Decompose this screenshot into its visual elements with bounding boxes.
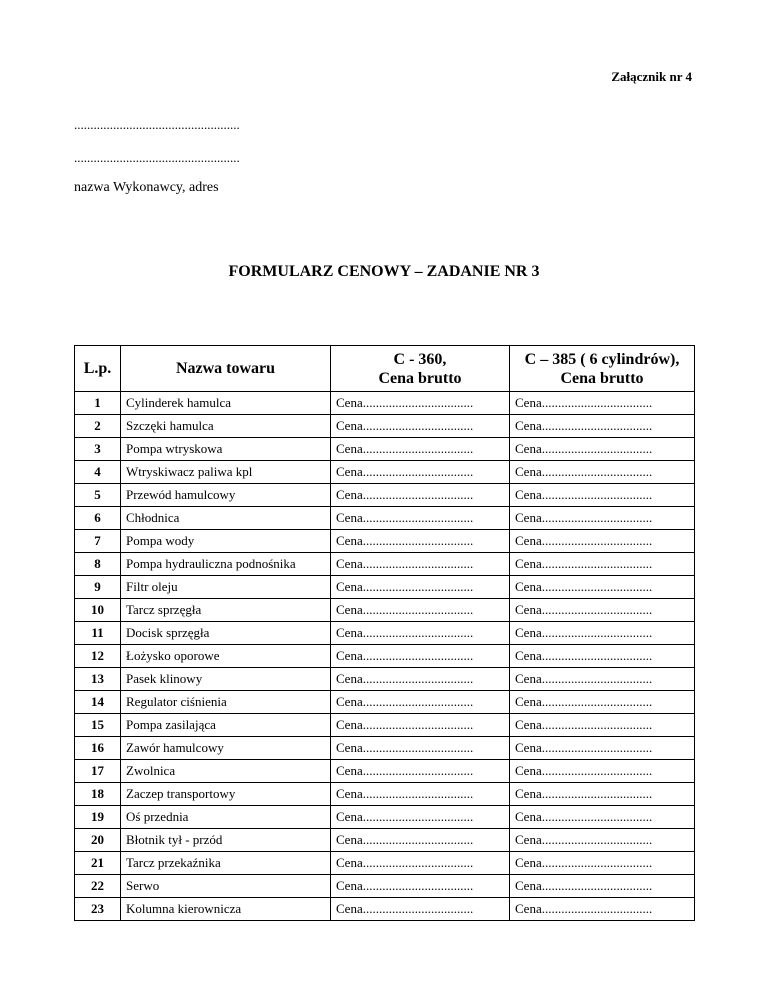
price-c385-field[interactable]: Cena.................................. [510, 737, 695, 760]
price-table [74, 345, 695, 921]
row-number: 17 [75, 760, 121, 783]
price-c385-field[interactable]: Cena.................................. [510, 461, 695, 484]
price-c385-field[interactable]: Cena.................................. [510, 714, 695, 737]
row-number: 1 [75, 392, 121, 415]
item-name: Pompa wtryskowa [121, 438, 331, 461]
price-c385-field[interactable]: Cena.................................. [510, 875, 695, 898]
price-c385-field[interactable]: Cena.................................. [510, 898, 695, 921]
row-number: 12 [75, 645, 121, 668]
item-name: Pompa hydrauliczna podnośnika [121, 553, 331, 576]
price-c360-field[interactable]: Cena.................................. [331, 507, 510, 530]
price-c360-field[interactable]: Cena.................................. [331, 829, 510, 852]
row-number: 9 [75, 576, 121, 599]
table-row [75, 438, 695, 461]
price-c385-field[interactable]: Cena.................................. [510, 599, 695, 622]
row-number: 5 [75, 484, 121, 507]
contractor-label: nazwa Wykonawcy, adres [74, 180, 219, 195]
row-number: 3 [75, 438, 121, 461]
price-c360-field[interactable]: Cena.................................. [331, 898, 510, 921]
price-c385-field[interactable]: Cena.................................. [510, 438, 695, 461]
price-c360-field[interactable]: Cena.................................. [331, 645, 510, 668]
price-c360-field[interactable]: Cena.................................. [331, 553, 510, 576]
price-c385-field[interactable]: Cena.................................. [510, 668, 695, 691]
table-row [75, 691, 695, 714]
price-c385-field[interactable]: Cena.................................. [510, 783, 695, 806]
table-row [75, 737, 695, 760]
price-c360-field[interactable]: Cena.................................. [331, 760, 510, 783]
price-c385-field[interactable]: Cena.................................. [510, 645, 695, 668]
table-row [75, 645, 695, 668]
price-c360-field[interactable]: Cena.................................. [331, 599, 510, 622]
header-c385-line1: C – 385 ( 6 cylindrów), [524, 350, 680, 368]
row-number: 22 [75, 875, 121, 898]
item-name: Regulator ciśnienia [121, 691, 331, 714]
table-row [75, 507, 695, 530]
price-c385-field[interactable]: Cena.................................. [510, 806, 695, 829]
price-c360-field[interactable]: Cena.................................. [331, 622, 510, 645]
header-c360 [331, 346, 510, 392]
item-name: Oś przednia [121, 806, 331, 829]
price-c360-field[interactable]: Cena.................................. [331, 852, 510, 875]
table-row [75, 668, 695, 691]
item-name: Łożysko oporowe [121, 645, 331, 668]
table-row [75, 829, 695, 852]
table-header-row [75, 346, 695, 392]
item-name: Zawór hamulcowy [121, 737, 331, 760]
table-row [75, 852, 695, 875]
table-row [75, 461, 695, 484]
header-c360-line1: C - 360, [393, 350, 447, 368]
row-number: 20 [75, 829, 121, 852]
row-number: 8 [75, 553, 121, 576]
item-name: Filtr oleju [121, 576, 331, 599]
price-c360-field[interactable]: Cena.................................. [331, 576, 510, 599]
price-c385-field[interactable]: Cena.................................. [510, 622, 695, 645]
table-row [75, 875, 695, 898]
price-c360-field[interactable]: Cena.................................. [331, 392, 510, 415]
header-c385-line2: Cena brutto [560, 369, 644, 387]
item-name: Docisk sprzęgła [121, 622, 331, 645]
item-name: Szczęki hamulca [121, 415, 331, 438]
price-c385-field[interactable]: Cena.................................. [510, 530, 695, 553]
row-number: 19 [75, 806, 121, 829]
price-c385-field[interactable]: Cena.................................. [510, 507, 695, 530]
table-row [75, 392, 695, 415]
table-row [75, 622, 695, 645]
header-c360-line2: Cena brutto [378, 369, 462, 387]
table-row [75, 760, 695, 783]
item-name: Błotnik tył - przód [121, 829, 331, 852]
row-number: 7 [75, 530, 121, 553]
table-row [75, 714, 695, 737]
price-c385-field[interactable]: Cena.................................. [510, 484, 695, 507]
item-name: Przewód hamulcowy [121, 484, 331, 507]
row-number: 2 [75, 415, 121, 438]
price-c360-field[interactable]: Cena.................................. [331, 461, 510, 484]
price-c385-field[interactable]: Cena.................................. [510, 760, 695, 783]
table-row [75, 553, 695, 576]
row-number: 10 [75, 599, 121, 622]
header-c385 [510, 346, 695, 392]
price-c360-field[interactable]: Cena.................................. [331, 484, 510, 507]
table-row [75, 576, 695, 599]
price-c385-field[interactable]: Cena.................................. [510, 852, 695, 875]
price-c360-field[interactable]: Cena.................................. [331, 530, 510, 553]
item-name: Pompa zasilająca [121, 714, 331, 737]
price-c360-field[interactable]: Cena.................................. [331, 438, 510, 461]
row-number: 21 [75, 852, 121, 875]
item-name: Pompa wody [121, 530, 331, 553]
item-name: Zaczep transportowy [121, 783, 331, 806]
table-row [75, 783, 695, 806]
price-c360-field[interactable]: Cena.................................. [331, 806, 510, 829]
table-row [75, 530, 695, 553]
contractor-line-2: ................................................... [74, 150, 240, 165]
row-number: 14 [75, 691, 121, 714]
price-c385-field[interactable]: Cena.................................. [510, 576, 695, 599]
row-number: 11 [75, 622, 121, 645]
price-c360-field[interactable]: Cena.................................. [331, 668, 510, 691]
price-c360-field[interactable]: Cena.................................. [331, 783, 510, 806]
table-row [75, 898, 695, 921]
item-name: Chłodnica [121, 507, 331, 530]
item-name: Tarcz sprzęgła [121, 599, 331, 622]
price-c360-field[interactable]: Cena.................................. [331, 415, 510, 438]
table-row [75, 415, 695, 438]
price-c385-field[interactable]: Cena.................................. [510, 553, 695, 576]
item-name: Tarcz przekaźnika [121, 852, 331, 875]
row-number: 16 [75, 737, 121, 760]
header-lp: L.p. [75, 346, 121, 392]
table-row [75, 484, 695, 507]
header-name: Nazwa towaru [121, 346, 331, 392]
item-name: Serwo [121, 875, 331, 898]
annex-label: Załącznik nr 4 [611, 69, 692, 84]
item-name: Kolumna kierownicza [121, 898, 331, 921]
price-c385-field[interactable]: Cena.................................. [510, 691, 695, 714]
item-name: Pasek klinowy [121, 668, 331, 691]
contractor-line-1: ................................................... [74, 117, 240, 132]
row-number: 13 [75, 668, 121, 691]
price-c385-field[interactable]: Cena.................................. [510, 392, 695, 415]
item-name: Cylinderek hamulca [121, 392, 331, 415]
price-c360-field[interactable]: Cena.................................. [331, 737, 510, 760]
row-number: 18 [75, 783, 121, 806]
row-number: 15 [75, 714, 121, 737]
price-c385-field[interactable]: Cena.................................. [510, 415, 695, 438]
page-title: FORMULARZ CENOWY – ZADANIE NR 3 [228, 263, 540, 280]
price-c360-field[interactable]: Cena.................................. [331, 714, 510, 737]
row-number: 6 [75, 507, 121, 530]
item-name: Zwolnica [121, 760, 331, 783]
table-row [75, 599, 695, 622]
row-number: 4 [75, 461, 121, 484]
price-c385-field[interactable]: Cena.................................. [510, 829, 695, 852]
table-row [75, 806, 695, 829]
row-number: 23 [75, 898, 121, 921]
price-c360-field[interactable]: Cena.................................. [331, 875, 510, 898]
price-c360-field[interactable]: Cena.................................. [331, 691, 510, 714]
item-name: Wtryskiwacz paliwa kpl [121, 461, 331, 484]
